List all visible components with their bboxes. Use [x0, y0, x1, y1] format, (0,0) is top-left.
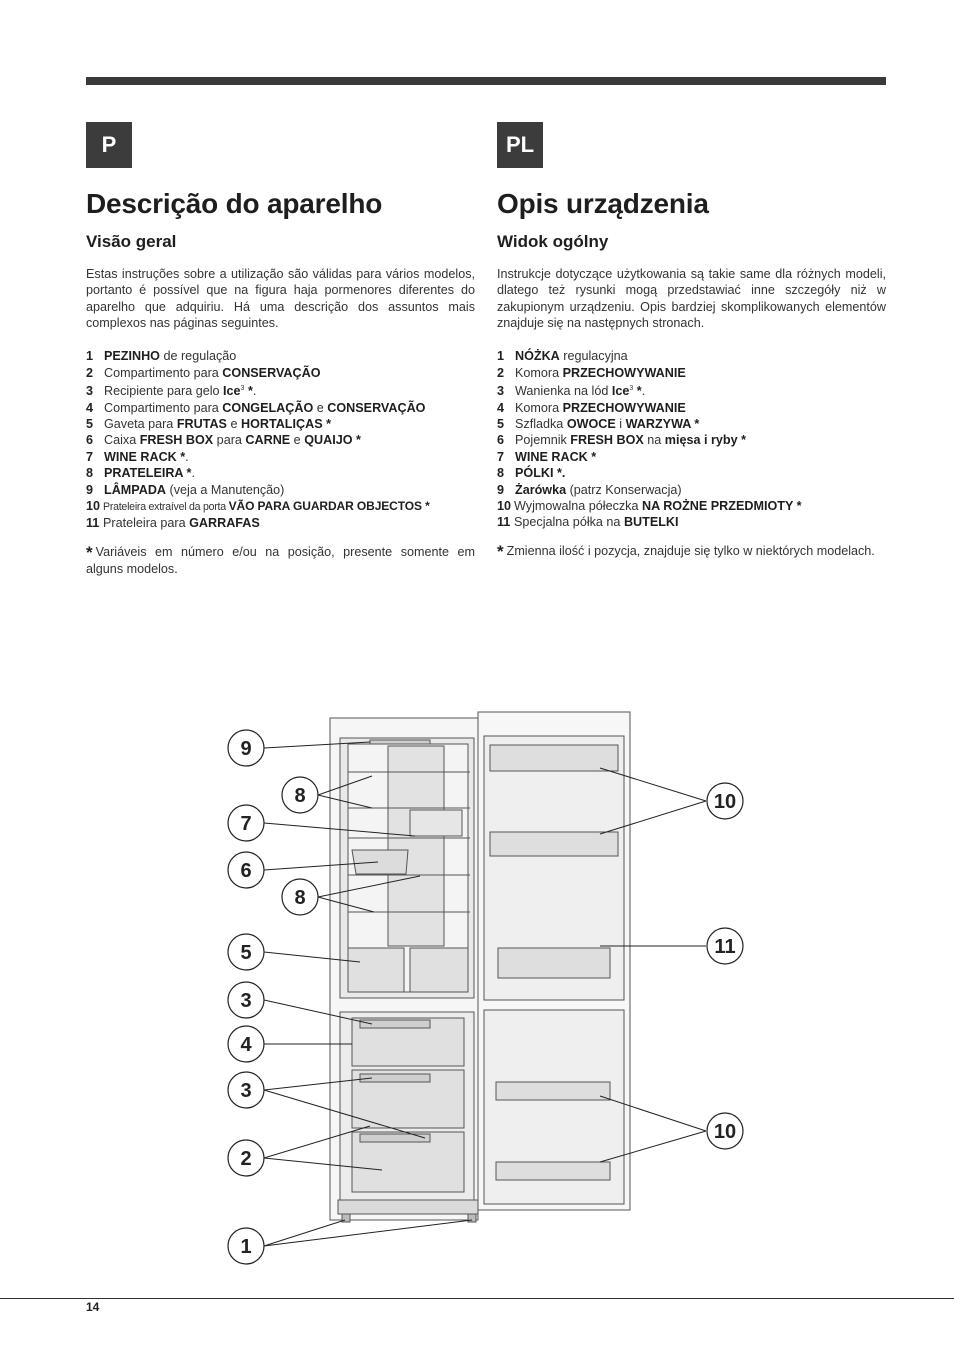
list-item: 6 Caixa FRESH BOX para CARNE e QUAIJO *: [86, 433, 361, 448]
callout-1: 1: [240, 1236, 252, 1258]
callout-3b: 3: [240, 1080, 252, 1102]
bottle-shelf: [498, 948, 610, 978]
callout-8b: 8: [294, 887, 306, 909]
callouts-left: [228, 730, 318, 1264]
fresh-box: [352, 850, 408, 874]
freezer-door-shelf-1: [496, 1082, 610, 1100]
parts-list: [497, 348, 886, 531]
parts-list: [86, 348, 475, 532]
callout-7: 7: [240, 813, 252, 835]
list-item: 4 Compartimento para CONGELAÇÃO e CONSERVAÇÃO: [86, 400, 426, 415]
list-item: 7 WINE RACK *: [497, 449, 597, 464]
callout-4: 4: [240, 1034, 252, 1056]
intro-paragraph: Estas instruções sobre a utilização são válidas para vários modelos, portanto é possível que na figura haja pormenores diferentes do aparelho que adquiriu. Há uma descrição dos assuntos mais complexos nas páginas seguintes.: [86, 267, 475, 330]
intro-paragraph: Instrukcje dotyczące użytkowania są takie same dla różnych modeli, dlatego też rysunki mogą przedstawiać inne szczegóły niż w zakupionym urządzeniu. Opis bardziej skomplikowanych elementów znajduje się na następnych stronach.: [497, 267, 886, 330]
footer-rule: [0, 1298, 954, 1299]
list-item: 10 Wyjmowalna półeczka NA ROŻNE PRZEDMIOTY *: [497, 499, 802, 514]
list-item: 9 LÂMPADA (veja a Manutenção): [86, 482, 285, 497]
page-number: 14: [86, 1300, 100, 1314]
callout-8: 8: [294, 785, 306, 807]
callout-2: 2: [240, 1148, 252, 1170]
callout-10b: 10: [713, 1121, 737, 1143]
callout-6: 6: [240, 860, 252, 882]
door-shelf-mid: [490, 832, 618, 856]
section-title: Opis urządzenia: [497, 188, 709, 219]
wine-rack: [410, 810, 462, 836]
list-item: 2 Compartimento para CONSERVAÇÃO: [86, 365, 321, 380]
door-shelf-top: [490, 745, 618, 771]
language-badge-pl: PL: [497, 122, 543, 168]
crisper-left: [348, 948, 404, 992]
callout-10: 10: [713, 791, 737, 813]
section-subtitle: Widok ogólny: [497, 232, 609, 251]
list-item: 6 Pojemnik FRESH BOX na mięsa i ryby *: [497, 433, 747, 448]
lamp: [370, 740, 430, 744]
footnote: * Variáveis em número e/ou na posição, presente somente em alguns modelos.: [86, 542, 475, 577]
list-item: 5 Szfladka OWOCE i WARZYWA *: [497, 417, 700, 431]
language-badge-pt: P: [86, 122, 132, 168]
freezer-door-shelf-2: [496, 1162, 610, 1180]
list-item: 8 PRATELEIRA *.: [86, 466, 195, 481]
callouts-right: [707, 783, 743, 1149]
footnote: * Zmienna ilość i pozycja, znajduje się tylko w niektórych modelach.: [497, 541, 875, 561]
list-item: 2 Komora PRZECHOWYWANIE: [497, 365, 686, 380]
list-item: 4 Komora PRZECHOWYWANIE: [497, 400, 686, 415]
list-item: 1 PEZINHO de regulação: [86, 349, 237, 364]
list-item: 5 Gaveta para FRUTAS e HORTALIÇAS *: [86, 417, 331, 431]
section-title: Descrição do aparelho: [86, 188, 383, 219]
callout-3: 3: [240, 990, 252, 1012]
list-item: 3 Wanienka na lód Ice$^3$ *.: [497, 384, 646, 399]
list-item: 7 WINE RACK *.: [86, 449, 189, 464]
base: [338, 1200, 478, 1214]
crisper-right: [410, 948, 468, 992]
list-item: 10 Prateleira extraível da porta VÃO PARA GUARDAR OBJECTOS *: [86, 499, 430, 514]
list-item: 3 Recipiente para gelo Ice$^3$ *.: [86, 384, 257, 399]
polish-column: [497, 186, 886, 560]
list-item: 11 Specjalna półka na BUTELKI: [497, 515, 679, 530]
list-item: 1 NÓŻKA regulacyjna: [497, 349, 628, 364]
header-rule: [86, 77, 886, 85]
callout-11: 11: [714, 936, 736, 958]
callout-5: 5: [240, 942, 252, 964]
list-item: 9 Żarówka (patrz Konserwacja): [497, 482, 682, 497]
fridge-diagram: [220, 700, 760, 1280]
portuguese-column: [86, 186, 475, 577]
section-subtitle: Visão geral: [86, 232, 177, 251]
callout-9: 9: [240, 738, 252, 760]
list-item: 8 PÓLKI *.: [497, 466, 566, 481]
list-item: 11 Prateleira para GARRAFAS: [86, 516, 260, 531]
